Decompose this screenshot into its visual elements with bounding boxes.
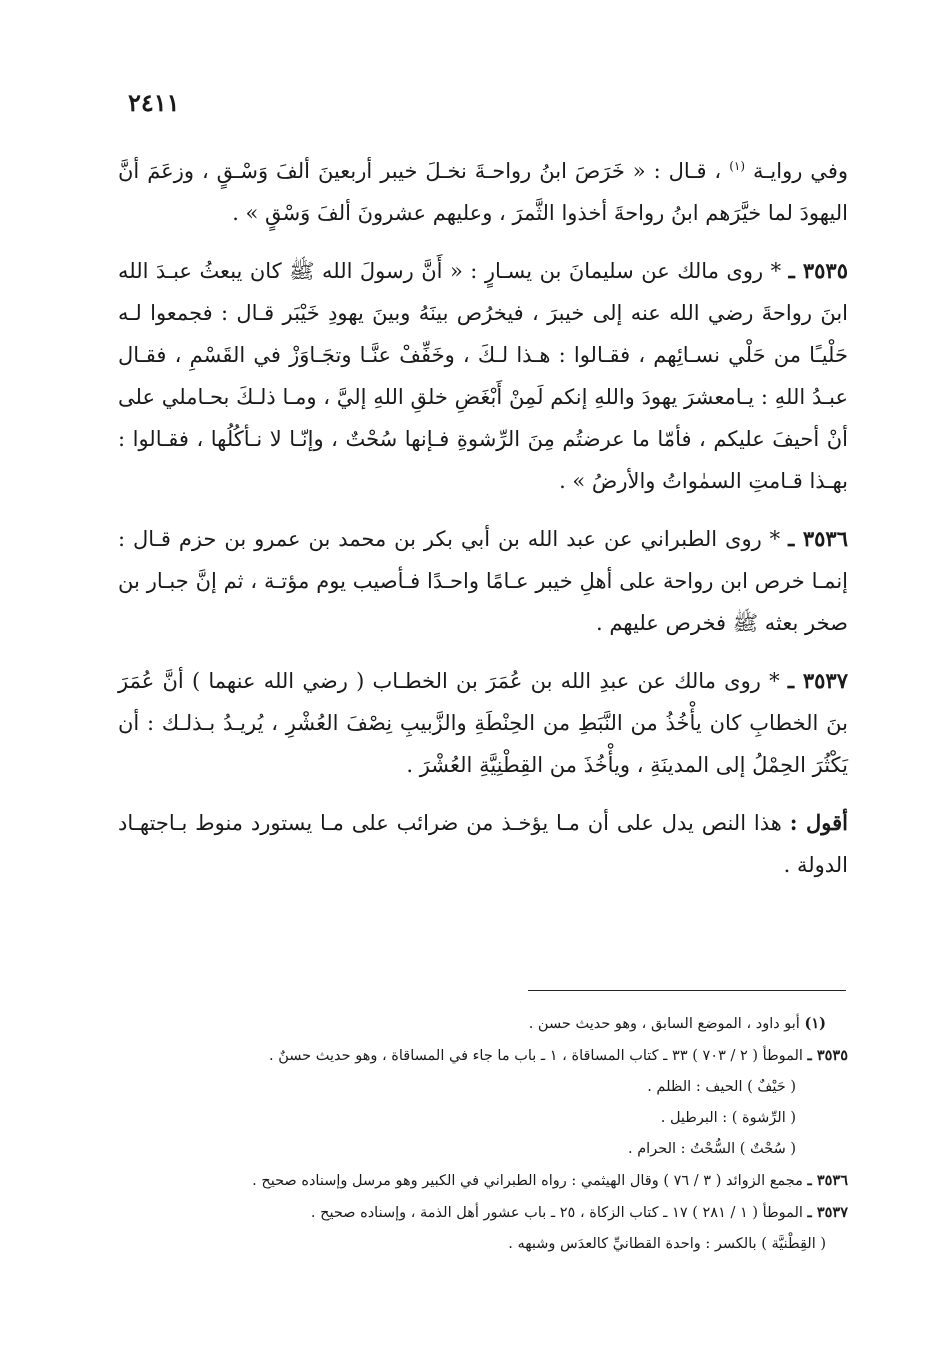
footnote-divider — [528, 990, 846, 991]
footnote-text: الموطأ ( ١ / ٢٨١ ) ١٧ ـ كتاب الزكاة ، ٢٥ ـ باب عشور أهل الذمة ، وإسناده صحيح . — [310, 1205, 803, 1221]
footnote-item — [200, 1072, 848, 1103]
paragraph-text: * روى مالك عن عبدِ الله بن عُمَرَ بن الخطـاب ( رضي الله عنهما ) أنَّ عُمَرَ بنَ الخطابِ كان يأْخُذُ من النَّبَطِ من الحِنْطَةِ والزَّبيبِ نِصْفَ العُشْرِ ، يُريـدُ بـذلـك : أن يَكْثُرَ الحِمْلُ إلى المدينَةِ ، ويأْخُذَ من القِطْنِيَّةِ العُشْرَ . — [118, 669, 848, 777]
footnote-text: الموطأ ( ٢ / ٧٠٣ ) ٣٣ ـ كتاب المساقاة ، ١ ـ باب ما جاء في المساقاة ، وهو حديث حسنٌ . — [268, 1048, 803, 1064]
footnote-item — [200, 1040, 848, 1072]
paragraph-text: * روى مالك عن سليمانَ بن يسـارٍ : « أَنَّ رسولَ الله ﷺ كان يبعثُ عبـدَ الله ابنَ رواحةَ رضي الله عنه إلى خيبرَ ، فيخرُص بينَهُ وبينَ يهودِ خَيْبَر قـال : فجمعوا لـه حَلْيـًا من حَلْي نسـائِهم ، فقـالوا : هـذا لـكَ ، وخَفِّفْ عنَّـا وتجَـاوَزْ في القَسْمِ ، فقـال عبـدُ اللهِ : يـامعشرَ يهودَ واللهِ إنكم لَمِنْ أَبْغَضِ خلقِ اللهِ إليَّ ، ومـا ذلـكَ بحـاملي على أنْ أحيفَ عليكم ، فأمّا ما عرضتُم مِنَ الرِّشوةِ فـإنها سُحْتٌ ، وإنّـا لا نـأكُلُها ، فقـالوا : بهـذا قـامتِ السمٰواتُ والأرضُ » . — [118, 259, 848, 493]
paragraph-3535 — [118, 250, 848, 502]
main-text — [118, 150, 848, 902]
footnote-item — [200, 1008, 848, 1040]
footnote-marker: (١) — [729, 159, 746, 173]
footnote-number: ٣٥٣٧ ـ — [807, 1204, 848, 1221]
paragraph-text: * روى الطبراني عن عبد الله بن أبي بكر بن محمد بن عمرو بن حزم قـال : إنمـا خرص ابن رواحة على أهلِ خيبر عـامًا واحـدًا فـأصيب يوم مؤتـة ، ثم إنَّ جبـار بن صخر بعثه ﷺ فخرص عليهم . — [118, 527, 848, 635]
hadith-number: ٣٥٣٦ ـ — [788, 526, 848, 551]
footnote-text: ( سُحْتٌ ) السُّحْتُ : الحرام . — [627, 1141, 796, 1157]
footnote-text: ( الرِّشوة ) : البرطيل . — [660, 1110, 796, 1126]
comment-lead: أقول : — [789, 810, 848, 835]
paragraph-3536 — [118, 518, 848, 644]
footnote-item — [200, 1134, 848, 1165]
footnote-item — [200, 1103, 848, 1134]
footnote-item — [200, 1229, 848, 1260]
page-number: ٢٤١١ — [128, 88, 180, 117]
footnote-text: ( حَيْفٌ ) الحيف : الظلم . — [647, 1079, 796, 1095]
footnote-text: ( القِطْنيَّة ) بالكسر : واحدة القطانيِّ كالعدَس وشبهه . — [508, 1236, 826, 1252]
paragraph-3537 — [118, 660, 848, 786]
hadith-number: ٣٥٣٥ ـ — [788, 258, 848, 283]
footnote-text: أبو داود ، الموضع السابق ، وهو حديث حسن . — [528, 1016, 800, 1032]
footnote-text: مجمع الزوائد ( ٣ / ٧٦ ) وقال الهيثمي : رواه الطبراني في الكبير وهو مرسل وإسناده صحيح . — [252, 1173, 803, 1189]
footnote-item — [200, 1197, 848, 1229]
paragraph-text-rest: ، قـال : « خَرَصَ ابنُ رواحـةَ نخـلَ خيبر أربعينَ ألفَ وَسْـقٍ ، وزعَمَ أنَّ اليهودَ لما خيَّرَهم ابنُ رواحةَ أخذوا الثَّمرَ ، وعليهم عشرونَ ألفَ وَسْقٍ » . — [118, 159, 848, 225]
comment-paragraph — [118, 802, 848, 886]
hadith-number: ٣٥٣٧ ـ — [787, 668, 848, 693]
comment-text: هذا النص يدل على أن مـا يؤخـذ من ضرائب على مـا يستورد منوط بـاجتهـاد الدولة . — [118, 811, 848, 877]
footnote-number: ٣٥٣٥ ـ — [807, 1047, 848, 1064]
footnote-number: (١) — [804, 1015, 826, 1032]
footnote-number: ٣٥٣٦ ـ — [807, 1172, 848, 1189]
paragraph-narration — [118, 150, 848, 234]
footnotes — [200, 1008, 848, 1260]
footnote-item — [200, 1165, 848, 1197]
paragraph-text: وفي روايـة — [752, 159, 848, 183]
